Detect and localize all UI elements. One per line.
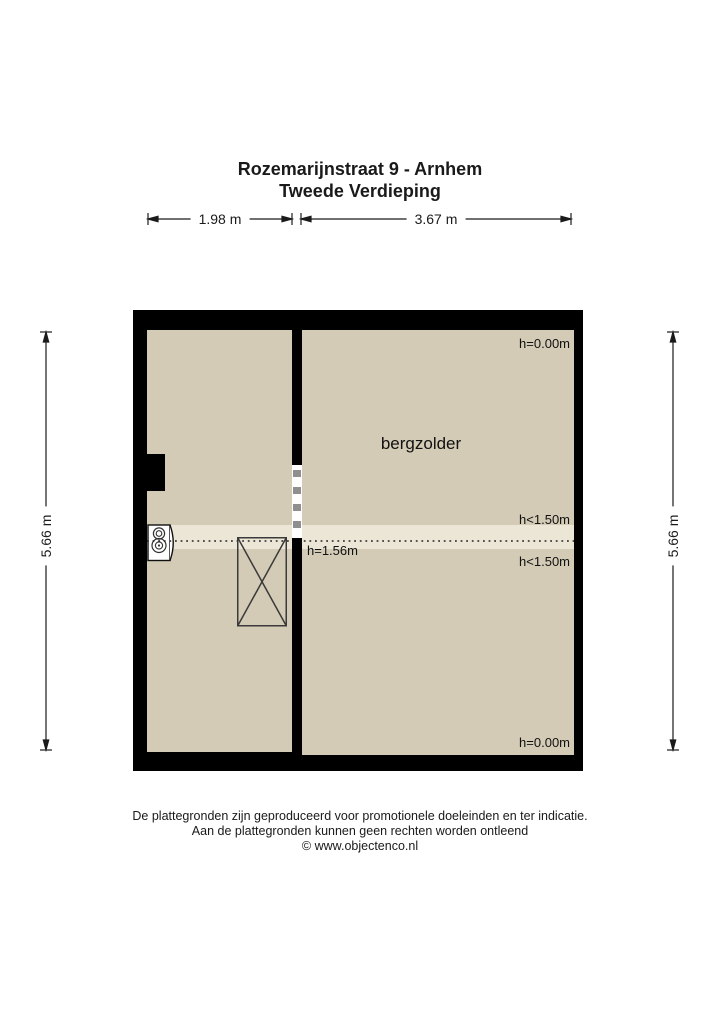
interior-wall-lower	[292, 538, 302, 755]
dimension-label-width-right: 3.67 m	[407, 211, 466, 227]
room-label-bergzolder: bergzolder	[380, 434, 462, 453]
interior-wall-dashed-opening	[292, 465, 302, 538]
floorplan	[133, 310, 583, 771]
height-label-ridge: h=1.56m	[307, 543, 358, 558]
page-title: Rozemarijnstraat 9 - Arnhem	[237, 159, 483, 179]
dimension-label-height-right: 5.66 m	[665, 507, 681, 566]
height-label-top-right: h=0.00m	[519, 336, 570, 351]
stairs-cross-icon	[238, 538, 287, 626]
disclaimer-line-1: De plattegronden zijn geproduceerd voor promotionele doeleinden en ter indicatie.	[132, 809, 588, 823]
dimension-label-height-left: 5.66 m	[38, 507, 54, 566]
copyright-line: © www.objectenco.nl	[301, 839, 419, 853]
height-label-right-below-band: h<1.50m	[519, 554, 570, 569]
height-label-right-above-band: h<1.50m	[519, 512, 570, 527]
disclaimer-line-2: Aan de plattegronden kunnen geen rechten worden ontleend	[191, 824, 529, 838]
height-label-bottom-right: h=0.00m	[519, 735, 570, 750]
interior-wall-upper	[292, 330, 302, 465]
boiler-icon	[148, 525, 173, 561]
plan-symbols	[133, 310, 583, 771]
dashed-wall-line	[293, 465, 301, 538]
dimension-label-width-left: 1.98 m	[191, 211, 250, 227]
page-subtitle: Tweede Verdieping	[279, 181, 441, 201]
